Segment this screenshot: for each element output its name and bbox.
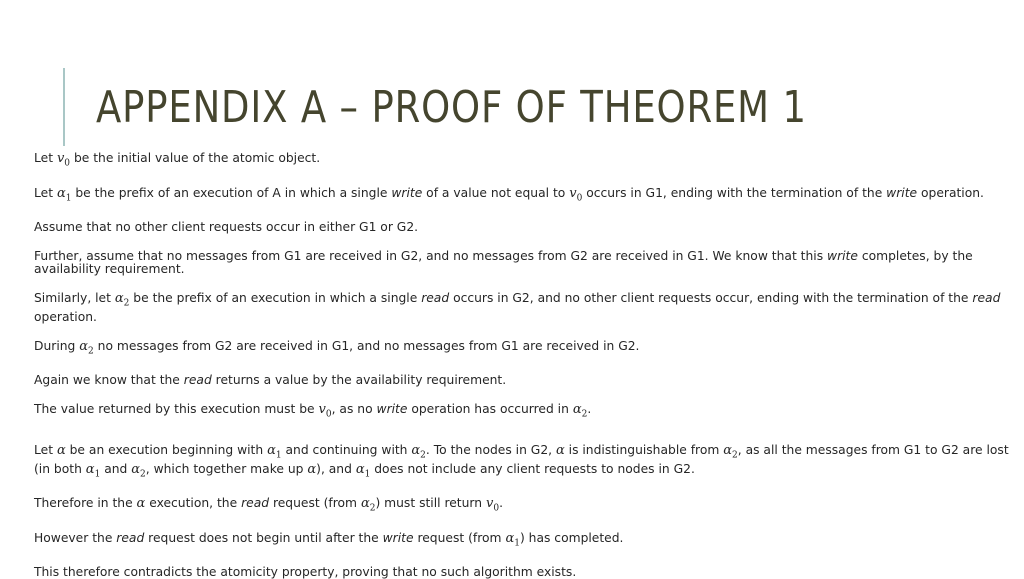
math-symbol: α bbox=[136, 496, 146, 512]
text-run: Similarly, let bbox=[34, 291, 115, 306]
text-run: However the bbox=[34, 530, 117, 545]
text-run: does not include any client requests to nodes in G2. bbox=[370, 461, 695, 476]
text-run: request (from bbox=[413, 530, 506, 545]
math-subscript: 2 bbox=[88, 346, 94, 357]
math-subscript: 2 bbox=[123, 298, 130, 309]
text-run: and bbox=[100, 461, 132, 476]
text-run: and continuing with bbox=[281, 442, 412, 457]
math-variable bbox=[307, 462, 316, 477]
text-run: . bbox=[499, 496, 503, 511]
math-variable bbox=[723, 442, 738, 461]
italic-term: write bbox=[827, 249, 858, 264]
math-symbol: α bbox=[505, 530, 515, 546]
math-symbol: α bbox=[555, 442, 565, 458]
text-run: ) has completed. bbox=[519, 530, 624, 545]
math-subscript: 1 bbox=[94, 469, 101, 480]
math-symbol: α bbox=[572, 402, 582, 418]
math-symbol: v bbox=[485, 496, 494, 512]
paragraph-read-returns bbox=[34, 374, 1009, 387]
text-run: This therefore contradicts the atomicity property, proving that no such algorithm exists. bbox=[34, 565, 577, 579]
math-symbol: α bbox=[79, 338, 89, 354]
paragraph-initial-value bbox=[34, 152, 1009, 171]
math-symbol: α bbox=[56, 442, 66, 458]
math-subscript: 0 bbox=[64, 158, 71, 169]
text-run: be an execution beginning with bbox=[65, 442, 268, 457]
text-run: returns a value by the availability requirement. bbox=[211, 373, 507, 388]
text-run: be the prefix of an execution of A in which a single bbox=[71, 185, 392, 200]
italic-term: write bbox=[886, 185, 918, 200]
text-run: completes, by the availability requirement. bbox=[34, 249, 973, 277]
math-subscript: 1 bbox=[275, 450, 282, 461]
math-variable bbox=[505, 530, 520, 549]
text-run: The value returned by this execution must be bbox=[34, 402, 319, 417]
slide-title: APPENDIX A – PROOF OF THEOREM 1 bbox=[96, 82, 807, 133]
math-symbol: α bbox=[355, 461, 365, 477]
math-variable bbox=[137, 496, 146, 511]
text-run: Therefore in the bbox=[34, 496, 137, 511]
italic-term: read bbox=[116, 530, 145, 545]
math-variable bbox=[57, 443, 66, 458]
math-subscript: 2 bbox=[420, 450, 426, 461]
text-run: is indistinguishable from bbox=[564, 442, 724, 457]
text-run: . bbox=[587, 402, 592, 417]
text-run: Let bbox=[34, 442, 57, 457]
title-accent-bar bbox=[63, 68, 65, 146]
math-symbol: α bbox=[723, 442, 733, 458]
math-symbol: α bbox=[85, 461, 95, 477]
italic-term: read bbox=[972, 291, 1001, 306]
math-symbol: α bbox=[56, 185, 66, 201]
math-variable bbox=[411, 442, 426, 461]
text-run: request (from bbox=[269, 496, 361, 511]
text-run: operation has occurred in bbox=[407, 402, 573, 417]
math-variable bbox=[114, 291, 130, 309]
text-run: Let bbox=[34, 151, 57, 165]
math-variable bbox=[56, 185, 72, 204]
slide-body bbox=[34, 150, 1009, 579]
text-run: During bbox=[34, 338, 80, 353]
math-variable bbox=[267, 442, 282, 461]
text-run: occurs in G1, ending with the termination of the bbox=[582, 185, 887, 200]
paragraph-no-messages bbox=[34, 250, 1009, 276]
italic-term: write bbox=[382, 530, 414, 545]
text-run: ) must still return bbox=[375, 496, 486, 511]
text-run: no messages from G2 are received in G1, and no messages from G1 are received in G2. bbox=[93, 338, 640, 353]
math-subscript: 1 bbox=[65, 193, 72, 204]
text-run: Assume that no other client requests occur in either G1 or G2. bbox=[34, 220, 419, 235]
italic-term: write bbox=[376, 402, 408, 417]
text-run: , which together make up bbox=[145, 461, 308, 476]
italic-term: read bbox=[421, 291, 450, 306]
italic-term: write bbox=[391, 185, 423, 200]
math-symbol: v bbox=[56, 151, 65, 166]
math-variable bbox=[131, 461, 146, 480]
italic-term: read bbox=[241, 496, 270, 511]
text-run: , as no bbox=[331, 402, 377, 417]
paragraph-alpha1-prefix bbox=[34, 187, 1009, 206]
text-run: ), and bbox=[316, 461, 356, 476]
math-subscript: 2 bbox=[140, 469, 146, 480]
text-run: be the initial value of the atomic object. bbox=[70, 151, 321, 165]
math-symbol: α bbox=[131, 461, 141, 477]
math-subscript: 0 bbox=[493, 503, 500, 514]
math-symbol: α bbox=[411, 442, 421, 458]
text-run: Further, assume that no messages from G1 are received in G2, and no messages from G2 are received in G1. We know that this bbox=[34, 249, 828, 264]
paragraph-alpha2-prefix bbox=[34, 292, 1009, 324]
math-subscript: 1 bbox=[514, 538, 520, 549]
math-symbol: v bbox=[318, 402, 326, 418]
math-variable bbox=[355, 461, 371, 480]
math-symbol: α bbox=[307, 461, 317, 477]
math-symbol: α bbox=[360, 496, 370, 512]
paragraph-however bbox=[34, 532, 1009, 551]
text-run: be the prefix of an execution in which a single bbox=[129, 291, 422, 306]
text-run: execution, the bbox=[145, 496, 242, 511]
math-variable bbox=[572, 402, 588, 420]
text-run: of a value not equal to bbox=[422, 185, 570, 200]
text-run: operation. bbox=[34, 309, 97, 324]
paragraph-contradiction bbox=[34, 566, 1009, 579]
text-run: operation. bbox=[917, 185, 984, 200]
math-symbol: α bbox=[114, 291, 124, 307]
math-variable bbox=[360, 496, 376, 514]
text-run: , as all the messages from G1 to G2 are lost (in both bbox=[34, 442, 1009, 476]
text-run: occurs in G2, and no other client requests occur, ending with the termination of the bbox=[449, 291, 973, 306]
math-variable bbox=[569, 185, 583, 204]
math-variable bbox=[318, 402, 332, 420]
text-run: . To the nodes in G2, bbox=[425, 442, 556, 457]
math-subscript: 2 bbox=[581, 409, 588, 420]
italic-term: read bbox=[183, 373, 212, 388]
math-variable bbox=[85, 461, 101, 480]
math-variable bbox=[485, 496, 500, 514]
math-subscript: 2 bbox=[369, 503, 376, 514]
math-subscript: 2 bbox=[732, 450, 738, 461]
math-variable bbox=[79, 338, 94, 357]
math-subscript: 0 bbox=[576, 193, 583, 204]
paragraph-value-returned bbox=[34, 403, 1009, 422]
math-symbol: v bbox=[569, 185, 577, 201]
text-run: Let bbox=[34, 185, 57, 200]
math-variable bbox=[56, 151, 71, 169]
math-variable bbox=[556, 443, 565, 458]
math-subscript: 1 bbox=[364, 469, 371, 480]
paragraph-assume-no-requests bbox=[34, 221, 1009, 234]
math-symbol: α bbox=[267, 442, 276, 458]
paragraph-alpha-execution bbox=[34, 444, 1009, 481]
paragraph-during-alpha2 bbox=[34, 340, 1009, 359]
text-run: request does not begin until after the bbox=[144, 530, 383, 545]
text-run: Again we know that the bbox=[34, 373, 184, 388]
paragraph-therefore bbox=[34, 497, 1009, 516]
math-subscript: 0 bbox=[325, 409, 332, 420]
